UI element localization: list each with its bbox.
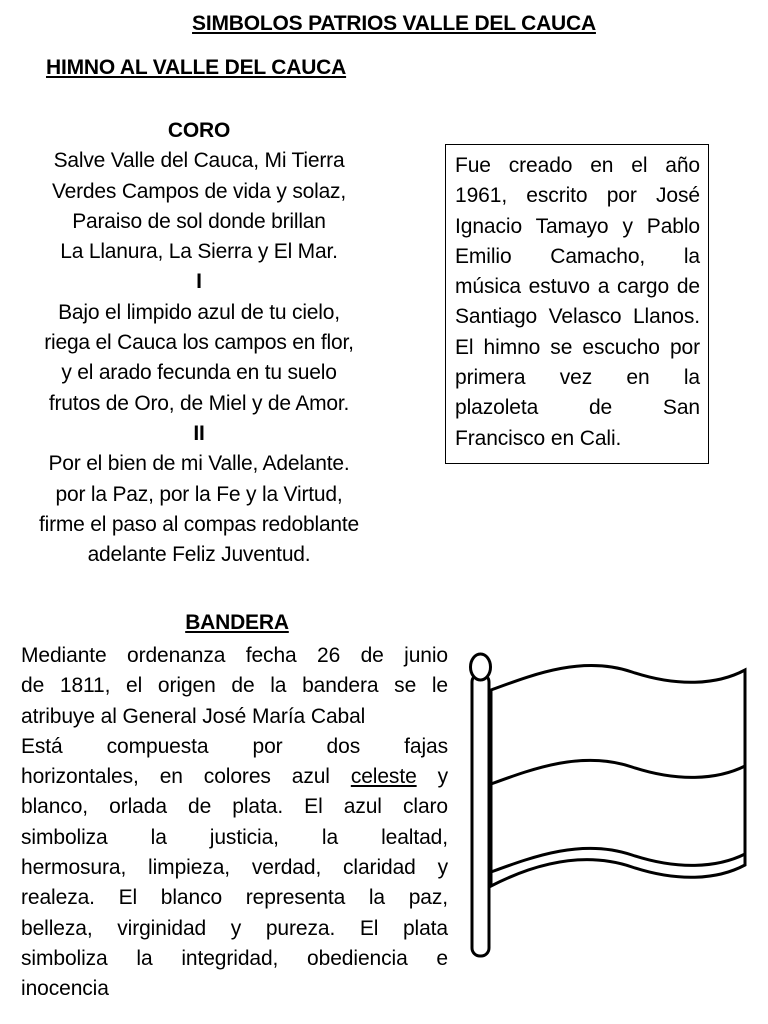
chorus-line: Paraiso de sol donde brillan	[72, 209, 326, 233]
stanza-2-line: Por el bien de mi Valle, Adelante.	[48, 452, 350, 476]
flag-text-line: blanco, orlada de plata. El azul claro	[21, 795, 448, 819]
chorus-line: La Llanura, La Sierra y El Mar.	[60, 240, 338, 264]
flag-text-line: Está compuesta por dos fajas	[21, 734, 448, 758]
document-title: SIMBOLOS PATRIOS VALLE DEL CAUCA	[192, 12, 596, 35]
flag-text-line: simboliza la justicia, la lealtad,	[21, 825, 448, 849]
flag-text-line: de 1811, el origen de la bandera se le	[21, 674, 448, 698]
flag-text-segment: horizontales, en colores azul	[21, 765, 351, 789]
flag-description	[21, 641, 448, 1005]
flag-title: BANDERA	[185, 611, 289, 634]
flag-text-line: belleza, virginidad y pureza. El plata	[21, 916, 448, 940]
flag-pole-finial	[471, 654, 491, 680]
stanza-1-line: riega el Cauca los campos en flor,	[44, 331, 354, 355]
flag-text-line: atribuye al General José María Cabal	[21, 704, 366, 728]
chorus-line: Verdes Campos de vida y solaz,	[52, 179, 346, 203]
chorus-line: Salve Valle del Cauca, Mi Tierra	[53, 149, 345, 173]
stanza-2-line: adelante Feliz Juventud.	[87, 543, 311, 567]
flag-text-line: hermosura, limpieza, verdad, claridad y	[21, 856, 448, 880]
flag-text-line: simboliza la integridad, obediencia e	[21, 946, 448, 970]
flag-text-segment: y	[416, 765, 448, 789]
flag-text-line: inocencia	[21, 977, 109, 1001]
stanza-2-line: por la Paz, por la Fe y la Virtud,	[55, 482, 343, 506]
anthem-info-box: Fue creado en el año 1961, escrito por José Ignacio Tamayo y Pablo Emilio Camacho, la música estuvo a cargo de Santiago Velasco Llanos. El himno se escucho por primera vez en la plazoleta de San Francisco en Cali.	[445, 144, 709, 464]
flag-pole	[472, 674, 489, 956]
anthem-title: HIMNO AL VALLE DEL CAUCA	[46, 56, 347, 79]
stanza-1-line: frutos de Oro, de Miel y de Amor.	[48, 391, 350, 415]
stanza-1-heading: I	[196, 270, 202, 294]
flag-text-line: realeza. El blanco representa la paz,	[21, 886, 448, 910]
stanza-1-line: y el arado fecunda en tu suelo	[61, 361, 337, 385]
stanza-2-line: firme el paso al compas redoblante	[38, 512, 360, 536]
celeste-word: celeste	[350, 765, 417, 789]
stanza-1-line: Bajo el limpido azul de tu cielo,	[58, 300, 340, 324]
anthem-lyrics	[0, 116, 398, 570]
chorus-heading: CORO	[167, 119, 231, 142]
flag-text-line: Mediante ordenanza fecha 26 de junio	[21, 644, 448, 667]
flag-text-line	[21, 762, 448, 792]
stanza-2-heading: II	[193, 421, 205, 445]
flag-illustration	[462, 650, 762, 960]
